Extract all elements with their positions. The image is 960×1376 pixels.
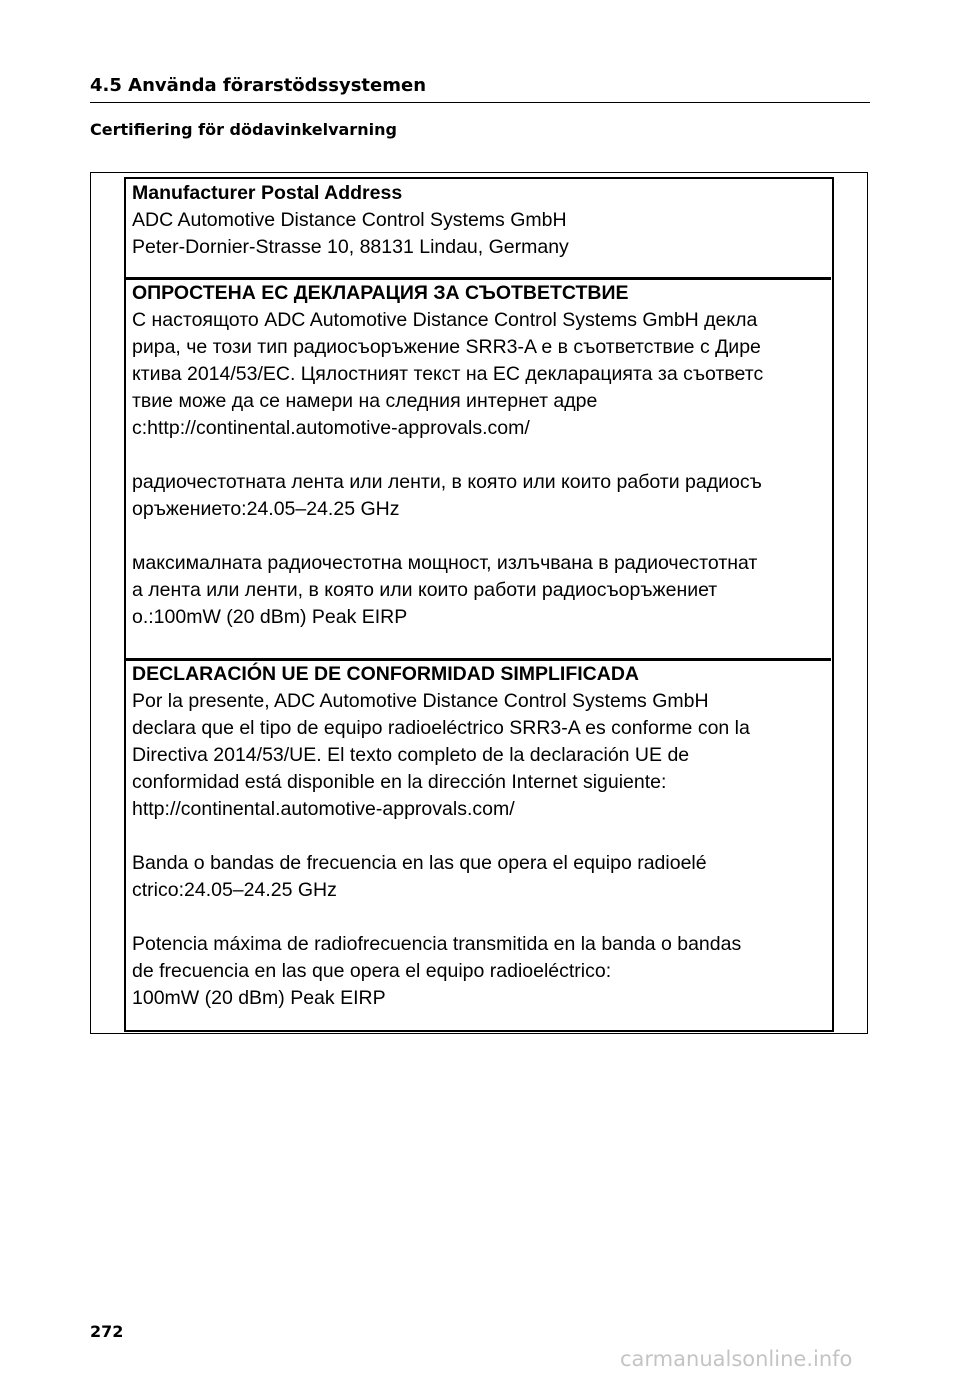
text-line: Directiva 2014/53/UE. El texto completo de la declaración UE de (132, 744, 690, 766)
text-line: declara que el tipo de equipo radioeléctrico SRR3-A es conforme con la (132, 717, 750, 739)
spanish-power-paragraph (132, 931, 831, 1012)
text-line: ктива 2014/53/ЕС. Цялостният текст на ЕС декларацията за съответс (132, 363, 764, 385)
address-section (126, 179, 831, 277)
text-line: с:http://continental.automotive-approvals.com/ (132, 417, 530, 439)
bulgarian-band-paragraph (132, 469, 831, 523)
page-subtitle: Certifiering för dödavinkelvarning (90, 120, 397, 139)
spanish-declaration-section (126, 658, 831, 1032)
bulgarian-power-paragraph (132, 550, 831, 631)
spanish-band-paragraph (132, 850, 831, 904)
text-line: рира, че този тип радиосъоръжение SRR3-A е в съответствие с Дире (132, 336, 761, 358)
text-line: de frecuencia en las que opera el equipo radioeléctrico: (132, 960, 612, 982)
bulgarian-declaration-section (126, 277, 831, 658)
text-line: Banda o bandas de frecuencia en las que opera el equipo radioelé (132, 852, 707, 874)
text-line: Por la presente, ADC Automotive Distance Control Systems GmbH (132, 690, 709, 712)
text-line: радиочестотната лента или ленти, в която или които работи радиосъ (132, 471, 762, 493)
text-line: С настоящото ADC Automotive Distance Control Systems GmbH декла (132, 309, 758, 331)
text-line: максималната радиочестотна мощност, излъчвана в радиочестотнат (132, 552, 758, 574)
text-line: оръжението:24.05–24.25 GHz (132, 498, 400, 520)
address-line: ADC Automotive Distance Control Systems GmbH (132, 209, 567, 231)
text-line: о.:100mW (20 dBm) Peak EIRP (132, 606, 408, 628)
page-number: 272 (90, 1322, 124, 1341)
section-title: 4.5 Använda förarstödssystemen (90, 75, 427, 96)
address-line: Peter-Dornier-Strasse 10, 88131 Lindau, Germany (132, 236, 569, 258)
text-line: ctrico:24.05–24.25 GHz (132, 879, 337, 901)
site-watermark[interactable]: carmanualsonline.info (620, 1347, 853, 1371)
spanish-heading: DECLARACIÓN UE DE CONFORMIDAD SIMPLIFICADA (132, 663, 639, 685)
section-header (90, 74, 870, 103)
text-line: Potencia máxima de radiofrecuencia transmitida en la banda o bandas (132, 933, 742, 955)
certificate-box (124, 177, 834, 1032)
text-line: а лента или ленти, в която или които работи радиосъоръжениет (132, 579, 718, 601)
text-line: conformidad está disponible en la dirección Internet siguiente: (132, 771, 667, 793)
text-line: http://continental.automotive-approvals.com/ (132, 798, 515, 820)
bulgarian-heading: ОПРОСТЕНА ЕС ДЕКЛАРАЦИЯ ЗА СЪОТВЕТСТВИЕ (132, 282, 629, 304)
paragraph-gap (132, 823, 831, 850)
paragraph-gap (132, 523, 831, 550)
text-line: твие може да се намери на следния интернет адре (132, 390, 598, 412)
paragraph-gap (132, 442, 831, 469)
spanish-declaration-paragraph (132, 688, 831, 823)
address-heading: Manufacturer Postal Address (132, 182, 403, 204)
text-line: 100mW (20 dBm) Peak EIRP (132, 987, 386, 1009)
paragraph-gap (132, 904, 831, 931)
bulgarian-declaration-paragraph (132, 307, 831, 442)
